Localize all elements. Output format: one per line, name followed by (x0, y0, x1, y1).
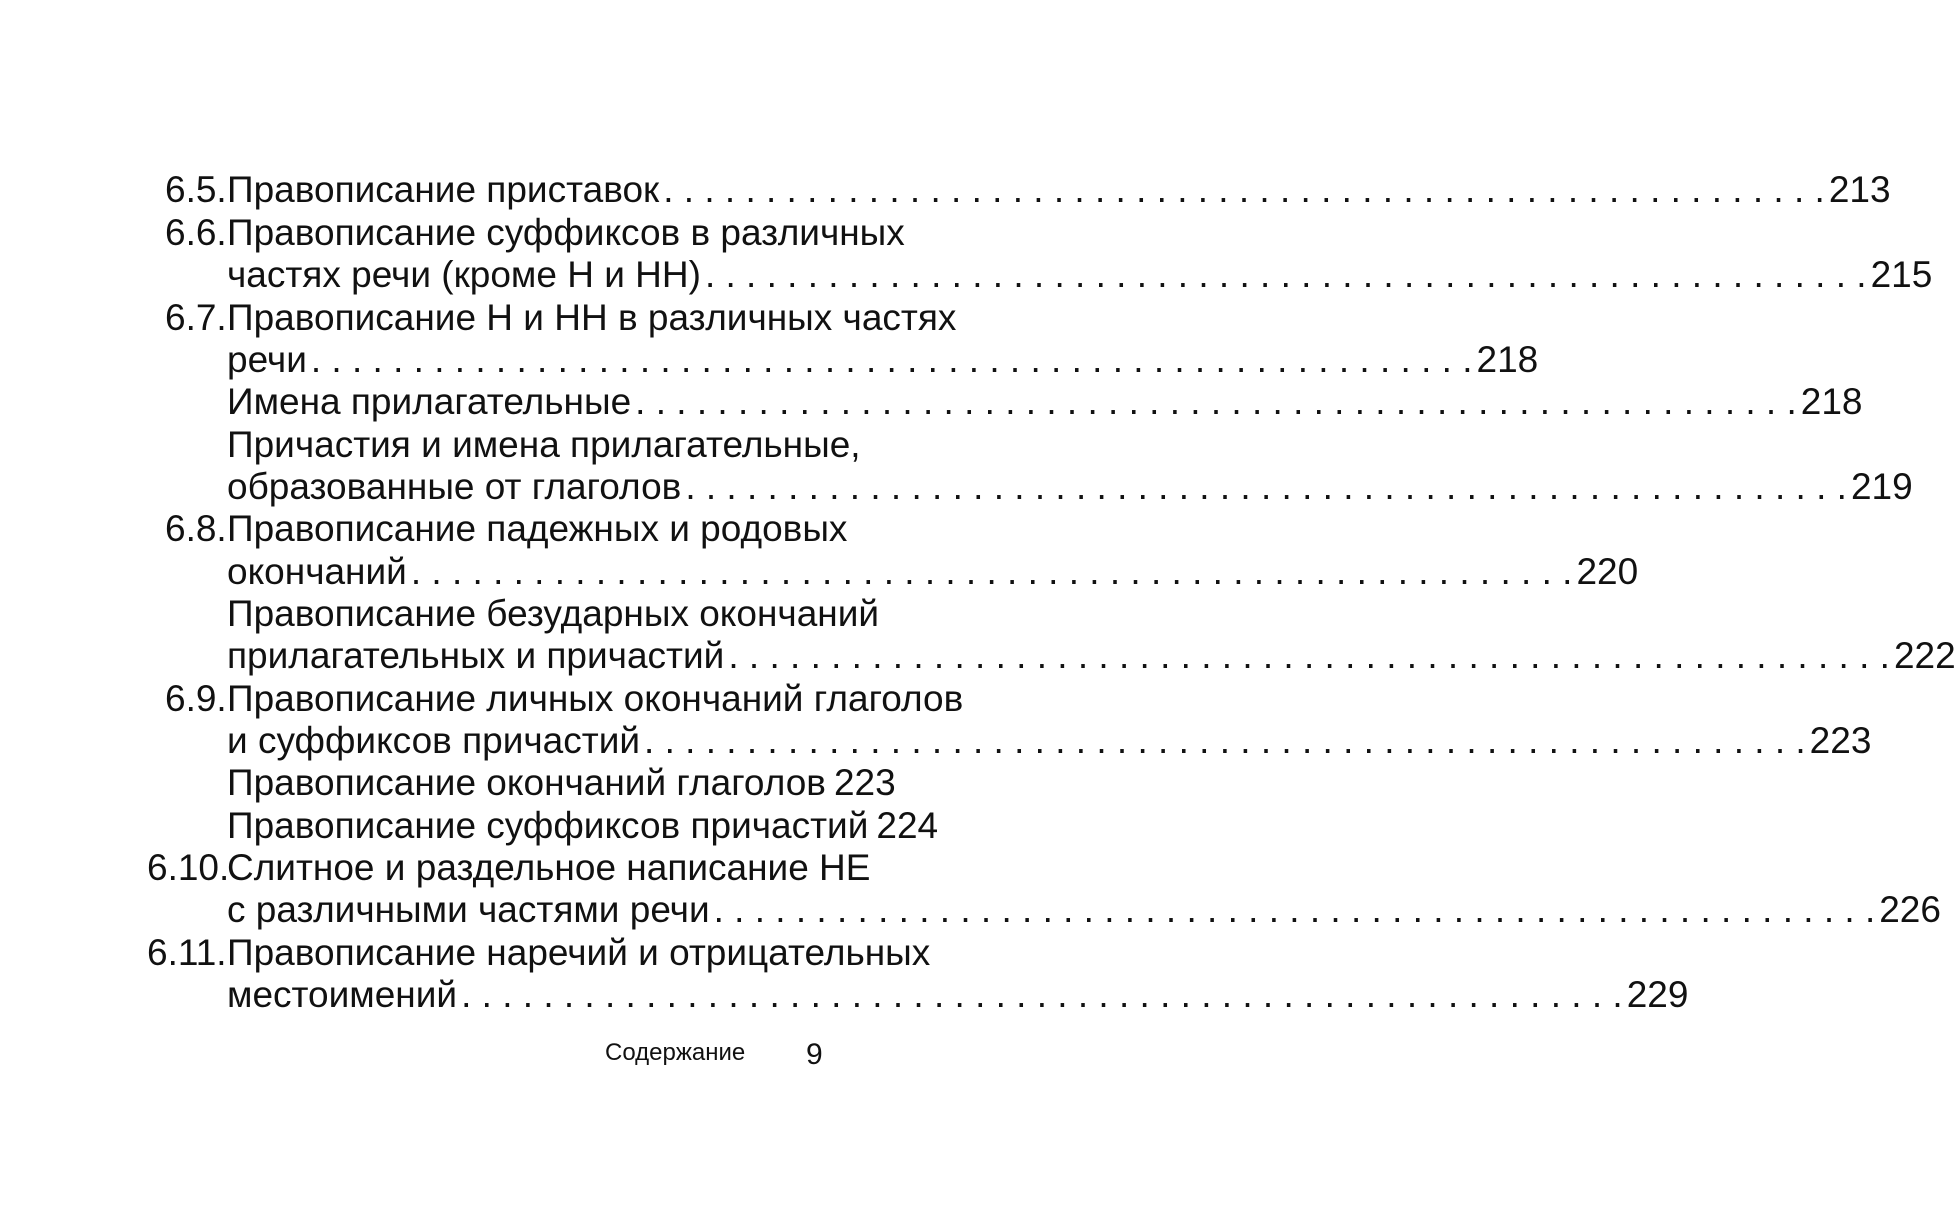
toc-entry-number: 6.8. (165, 508, 227, 549)
toc-entry-page: 213 (1825, 169, 1891, 211)
dot-leader (714, 889, 1876, 931)
toc-entry-6-10 (227, 889, 1941, 931)
toc-entry-page: 229 (1623, 974, 1689, 1016)
toc-entry-title: Правописание суффиксов причастий (227, 805, 872, 847)
toc-entry-6-5 (227, 169, 1891, 211)
toc-entry-6-11 (227, 974, 1689, 1016)
dot-leader (685, 466, 1847, 508)
toc-entry-page: 223 (830, 762, 896, 804)
toc-entry-title-line: Правописание Н и НН в различных частях (227, 297, 957, 338)
toc-subentry-adjectives (227, 381, 1863, 423)
toc-entry-title-line: Правописание суффиксов в различных (227, 212, 905, 253)
toc-entry-title-line: Правописание падежных и родовых (227, 508, 848, 549)
toc-entry-title: прилагательных и причастий (227, 635, 728, 677)
toc-entry-title: Правописание приставок (227, 169, 663, 211)
toc-entry-number: 6.5. (165, 169, 227, 210)
toc-entry-6-7 (227, 339, 1539, 381)
toc-entry-title: местоимений (227, 974, 461, 1016)
toc-entry-6-9 (227, 720, 1872, 762)
running-footer-section: Содержание (605, 1039, 746, 1066)
toc-entry-page: 218 (1797, 381, 1863, 423)
toc-entry-number: 6.11. (147, 932, 227, 973)
toc-entry-number: 6.7. (165, 297, 227, 338)
page-number: 9 (806, 1038, 823, 1071)
dot-leader (644, 720, 1806, 762)
toc-entry-number: 6.6. (165, 212, 227, 253)
toc-subentry-participle-suffixes (227, 805, 939, 847)
toc-entry-title-line: Причастия и имена прилагательные, (227, 424, 861, 465)
toc-entry-6-8 (227, 551, 1639, 593)
toc-entry-title: речи (227, 339, 311, 381)
toc-entry-page: 224 (872, 805, 938, 847)
toc-entry-title: с различными частями речи (227, 889, 714, 931)
toc-entry-page: 226 (1875, 889, 1941, 931)
dot-leader (728, 635, 1890, 677)
toc-entry-title-line: Слитное и раздельное написание НЕ (227, 847, 871, 888)
toc-entry-title: окончаний (227, 551, 411, 593)
toc-entry-page: 222 (1890, 635, 1956, 677)
toc-entry-6-6 (227, 254, 1933, 296)
toc-entry-title: Имена прилагательные (227, 381, 635, 423)
dot-leader (461, 974, 1623, 1016)
toc-entry-number: 6.10. (147, 847, 230, 888)
dot-leader (663, 169, 1825, 211)
toc-entry-page: 215 (1867, 254, 1933, 296)
toc-entry-title: образованные от глаголов (227, 466, 685, 508)
dot-leader (635, 381, 1797, 423)
toc-entry-title: частях речи (кроме Н и НН) (227, 254, 705, 296)
toc-entry-title-line: Правописание наречий и отрицательных (227, 932, 931, 973)
toc-entry-title: Правописание окончаний глаголов (227, 762, 830, 804)
dot-leader (411, 551, 1573, 593)
toc-entry-number: 6.9. (165, 678, 227, 719)
toc-entry-title: и суффиксов причастий (227, 720, 644, 762)
toc-entry-title-line: Правописание безударных окончаний (227, 593, 880, 634)
toc-entry-title-line: Правописание личных окончаний глаголов (227, 678, 964, 719)
toc-entry-page: 223 (1806, 720, 1872, 762)
toc-entry-page: 220 (1572, 551, 1638, 593)
toc-entry-page: 218 (1473, 339, 1539, 381)
toc-subentry-unstressed-endings (227, 635, 1956, 677)
toc-subentry-verb-endings (227, 762, 896, 804)
dot-leader (311, 339, 1473, 381)
toc-subentry-participles (227, 466, 1913, 508)
toc-entry-page: 219 (1847, 466, 1913, 508)
dot-leader (705, 254, 1867, 296)
